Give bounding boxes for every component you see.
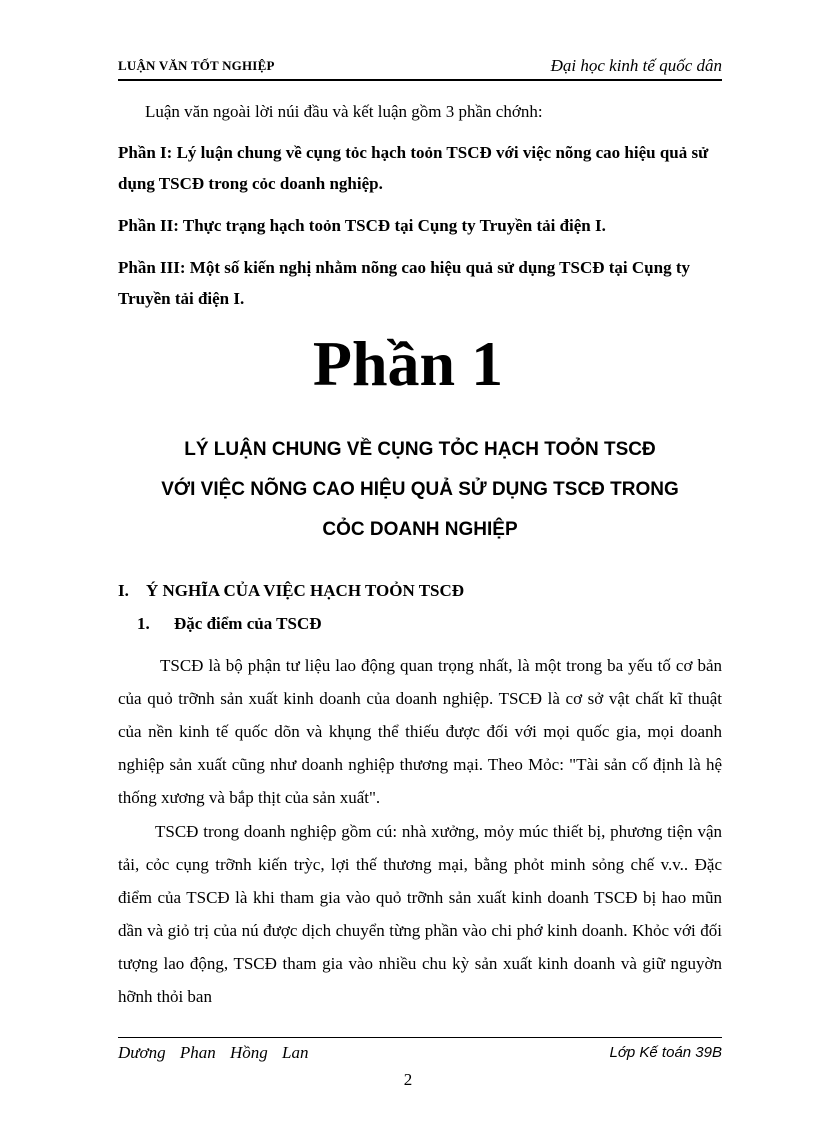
part-2-summary: Phần II: Thực trạng hạch toỏn TSCĐ tại Cụng ty Truyền tải điện I.	[118, 216, 606, 235]
intro-paragraph: Luận văn ngoài lời núi đầu và kết luận gồm 3 phần chớnh:	[145, 102, 543, 121]
footer-class: Lớp Kế toán 39B	[609, 1044, 722, 1061]
body-paragraph: TSCĐ trong doanh nghiệp gồm cú: nhà xưởng, mỏy múc thiết bị, phương tiện vận tải, cỏc cụng trỡnh kiến trỳc, lợi thế thương mại, bằng phỏt minh sỏng chế v.v.. Đặc điểm của TSCĐ là khi tham gia vào quỏ trỡnh sản xuất kinh doanh TSCĐ bị hao mũn dần và giỏ trị của nú được dịch chuyển từng phần vào chi phớ kinh doanh. Khỏc với đối tượng lao động, TSCĐ tham gia vào nhiều chu kỳ sản xuất kinh doanh và giữ nguyờn hỡnh thỏi ban	[118, 822, 722, 1006]
footer-author: Dương Phan Hồng Lan	[118, 1043, 309, 1062]
header-university: Đại học kinh tế quốc dân	[550, 56, 722, 75]
subsection-title: Đặc điểm của TSCĐ	[174, 614, 322, 633]
section-number: I.	[118, 581, 129, 600]
footer-rule	[118, 1037, 722, 1038]
section-heading	[118, 581, 464, 601]
header-rule	[118, 79, 722, 81]
part-3-summary: Phần III: Một số kiến nghị nhằm nõng cao hiệu quả sử dụng TSCĐ tại Cụng ty Truyền tải điện I.	[118, 258, 690, 308]
chapter-subtitle-line: CỎC DOANH NGHIỆP	[322, 519, 518, 540]
body-paragraph: TSCĐ là bộ phận tư liệu lao động quan trọng nhất, là một trong ba yếu tố cơ bản của quỏ trỡnh sản xuất kinh doanh của doanh nghiệp. TSCĐ là cơ sở vật chất kĩ thuật của nền kinh tế quốc dõn và khụng thể thiếu được đối với mọi quốc gia, mọi doanh nghiệp sản xuất cũng như doanh nghiệp thương mại. Theo Mỏc: "Tài sản cố định là hệ thống xương và bắp thịt của sản xuất".	[118, 656, 722, 807]
header-thesis-label: LUẬN VĂN TỐT NGHIỆP	[118, 58, 275, 73]
page-number: 2	[403, 1070, 413, 1089]
chapter-subtitle	[118, 430, 722, 550]
chapter-subtitle-line: VỚI VIỆC NÕNG CAO HIỆU QUẢ SỬ DỤNG TSCĐ TRONG	[161, 479, 679, 500]
section-title: Ý NGHĨA CỦA VIỆC HẠCH TOỎN TSCĐ	[146, 581, 465, 600]
subsection-number: 1.	[137, 614, 150, 633]
running-header	[118, 56, 722, 80]
part-1-summary: Phần I: Lý luận chung về cụng tỏc hạch toỏn TSCĐ với việc nõng cao hiệu quả sử dụng TSCĐ trong cỏc doanh nghiệp.	[118, 143, 709, 193]
chapter-title: Phần 1	[312, 328, 504, 399]
chapter-subtitle-line: LÝ LUẬN CHUNG VỀ CỤNG TỎC HẠCH TOỎN TSCĐ	[184, 439, 656, 460]
subsection-heading	[137, 614, 322, 634]
